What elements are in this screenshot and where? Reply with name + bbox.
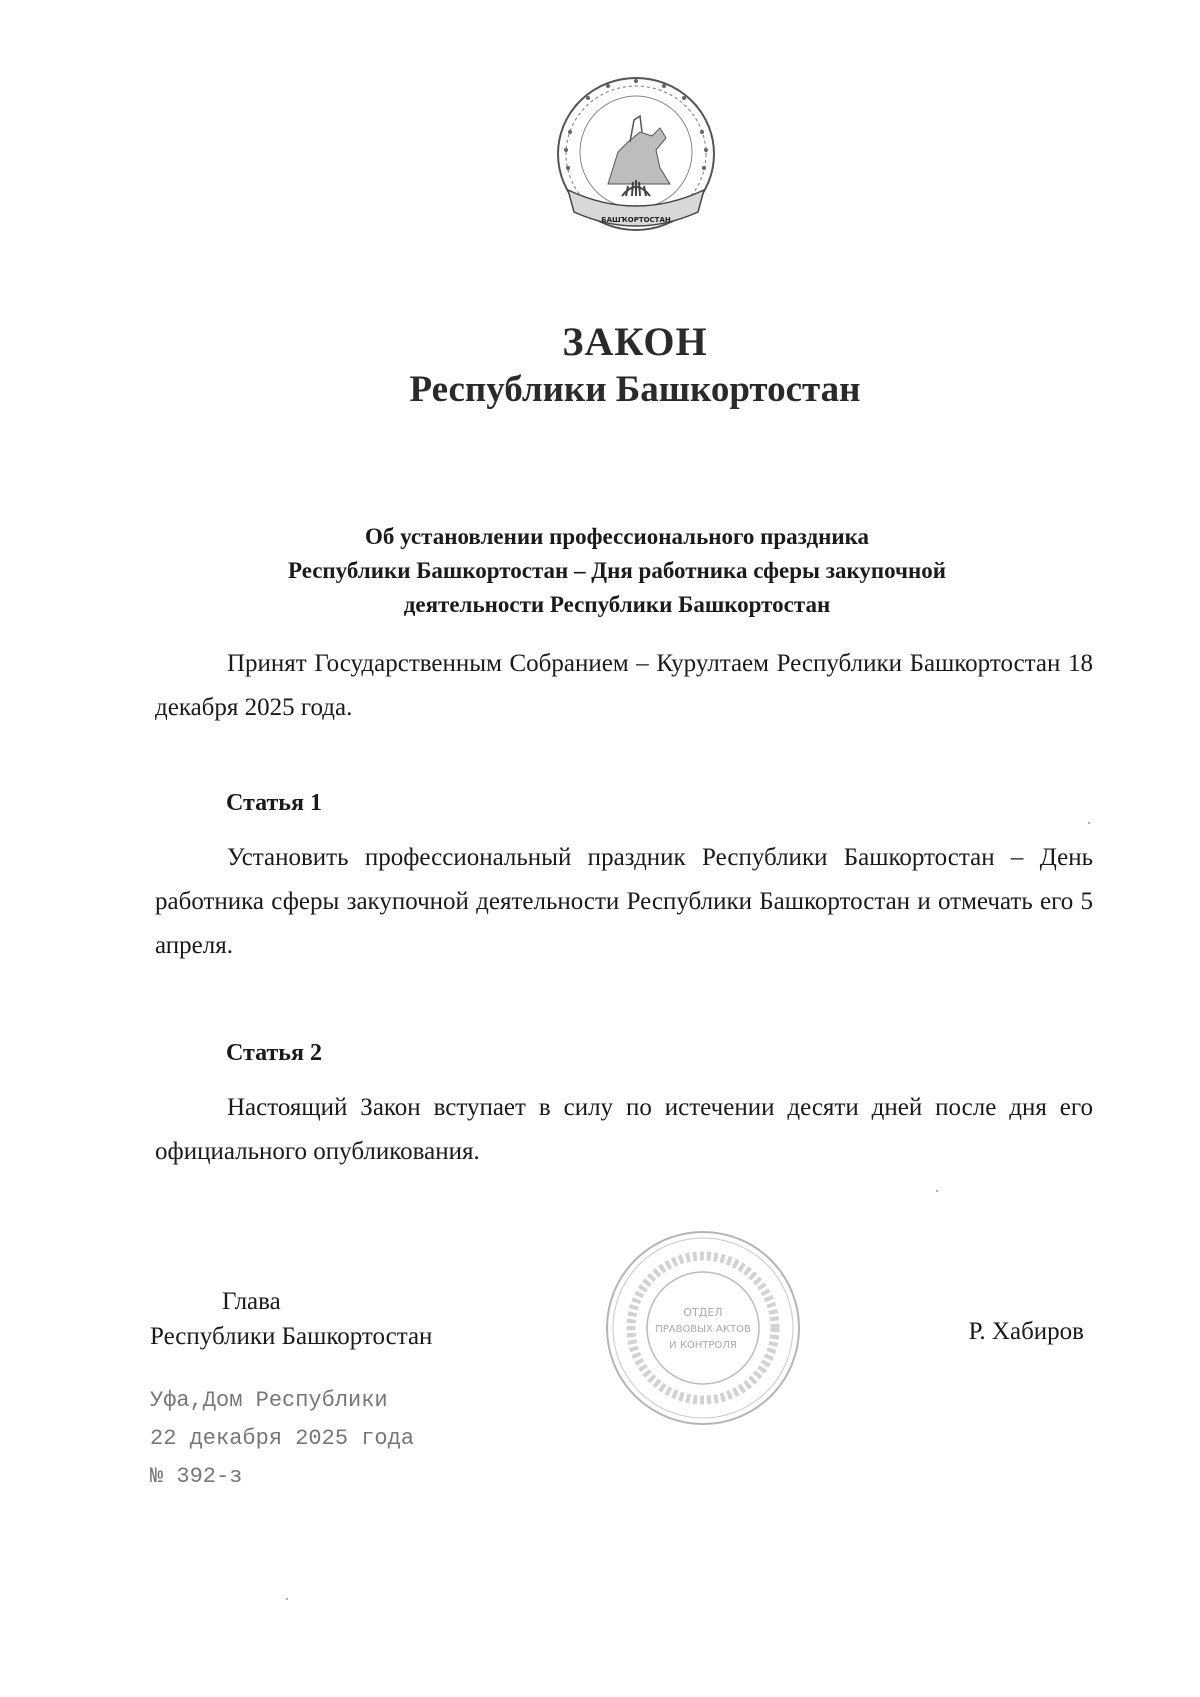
subject-line: Об установлении профессионального праздника xyxy=(364,524,870,549)
signatory-name: Р. Хабиров xyxy=(968,1318,1084,1345)
article-1-text: Установить профессиональный праздник Республики Башкортостан – День работника сферы закупочной деятельности Республики Башкортостан и отмечать его 5 апреля. xyxy=(155,844,1093,959)
document-title: ЗАКОН xyxy=(562,319,708,364)
document-title-republic: Республики Башкортостан xyxy=(409,369,861,410)
scan-speck xyxy=(1088,822,1090,824)
stamp-text: ПРАВОВЫХ АКТОВ xyxy=(655,1324,751,1335)
law-number: № 392-з xyxy=(150,1464,243,1489)
signatory-position xyxy=(150,1284,432,1354)
subject-line: деятельности Республики Башкортостан xyxy=(403,592,831,617)
stamp-text: И КОНТРОЛЯ xyxy=(669,1340,737,1351)
place: Уфа,Дом Республики xyxy=(150,1388,388,1413)
scan-speck xyxy=(936,1190,938,1192)
emblem-icon xyxy=(548,72,724,252)
position-line: Глава xyxy=(222,1288,281,1315)
scan-speck xyxy=(286,1598,288,1600)
law-subject xyxy=(150,520,1084,622)
issuance-details xyxy=(150,1382,414,1496)
article-2-text: Настоящий Закон вступает в силу по истечении десяти дней после дня его официального опубликования. xyxy=(155,1094,1093,1165)
position-line: Республики Башкортостан xyxy=(150,1323,433,1350)
subject-line: Республики Башкортостан – Дня работника сферы закупочной xyxy=(287,558,947,583)
stamp-text: ОТДЕЛ xyxy=(683,1306,723,1319)
article-1-heading: Статья 1 xyxy=(226,790,322,816)
emblem-caption: БАШҠОРТОСТАН xyxy=(601,216,671,224)
official-stamp xyxy=(603,1228,803,1428)
article-2-heading: Статья 2 xyxy=(226,1040,322,1066)
date: 22 декабря 2025 года xyxy=(150,1426,415,1451)
adoption-note: Принят Государственным Собранием – Курултаем Республики Башкортостан 18 декабря 2025 года. xyxy=(155,650,1093,721)
